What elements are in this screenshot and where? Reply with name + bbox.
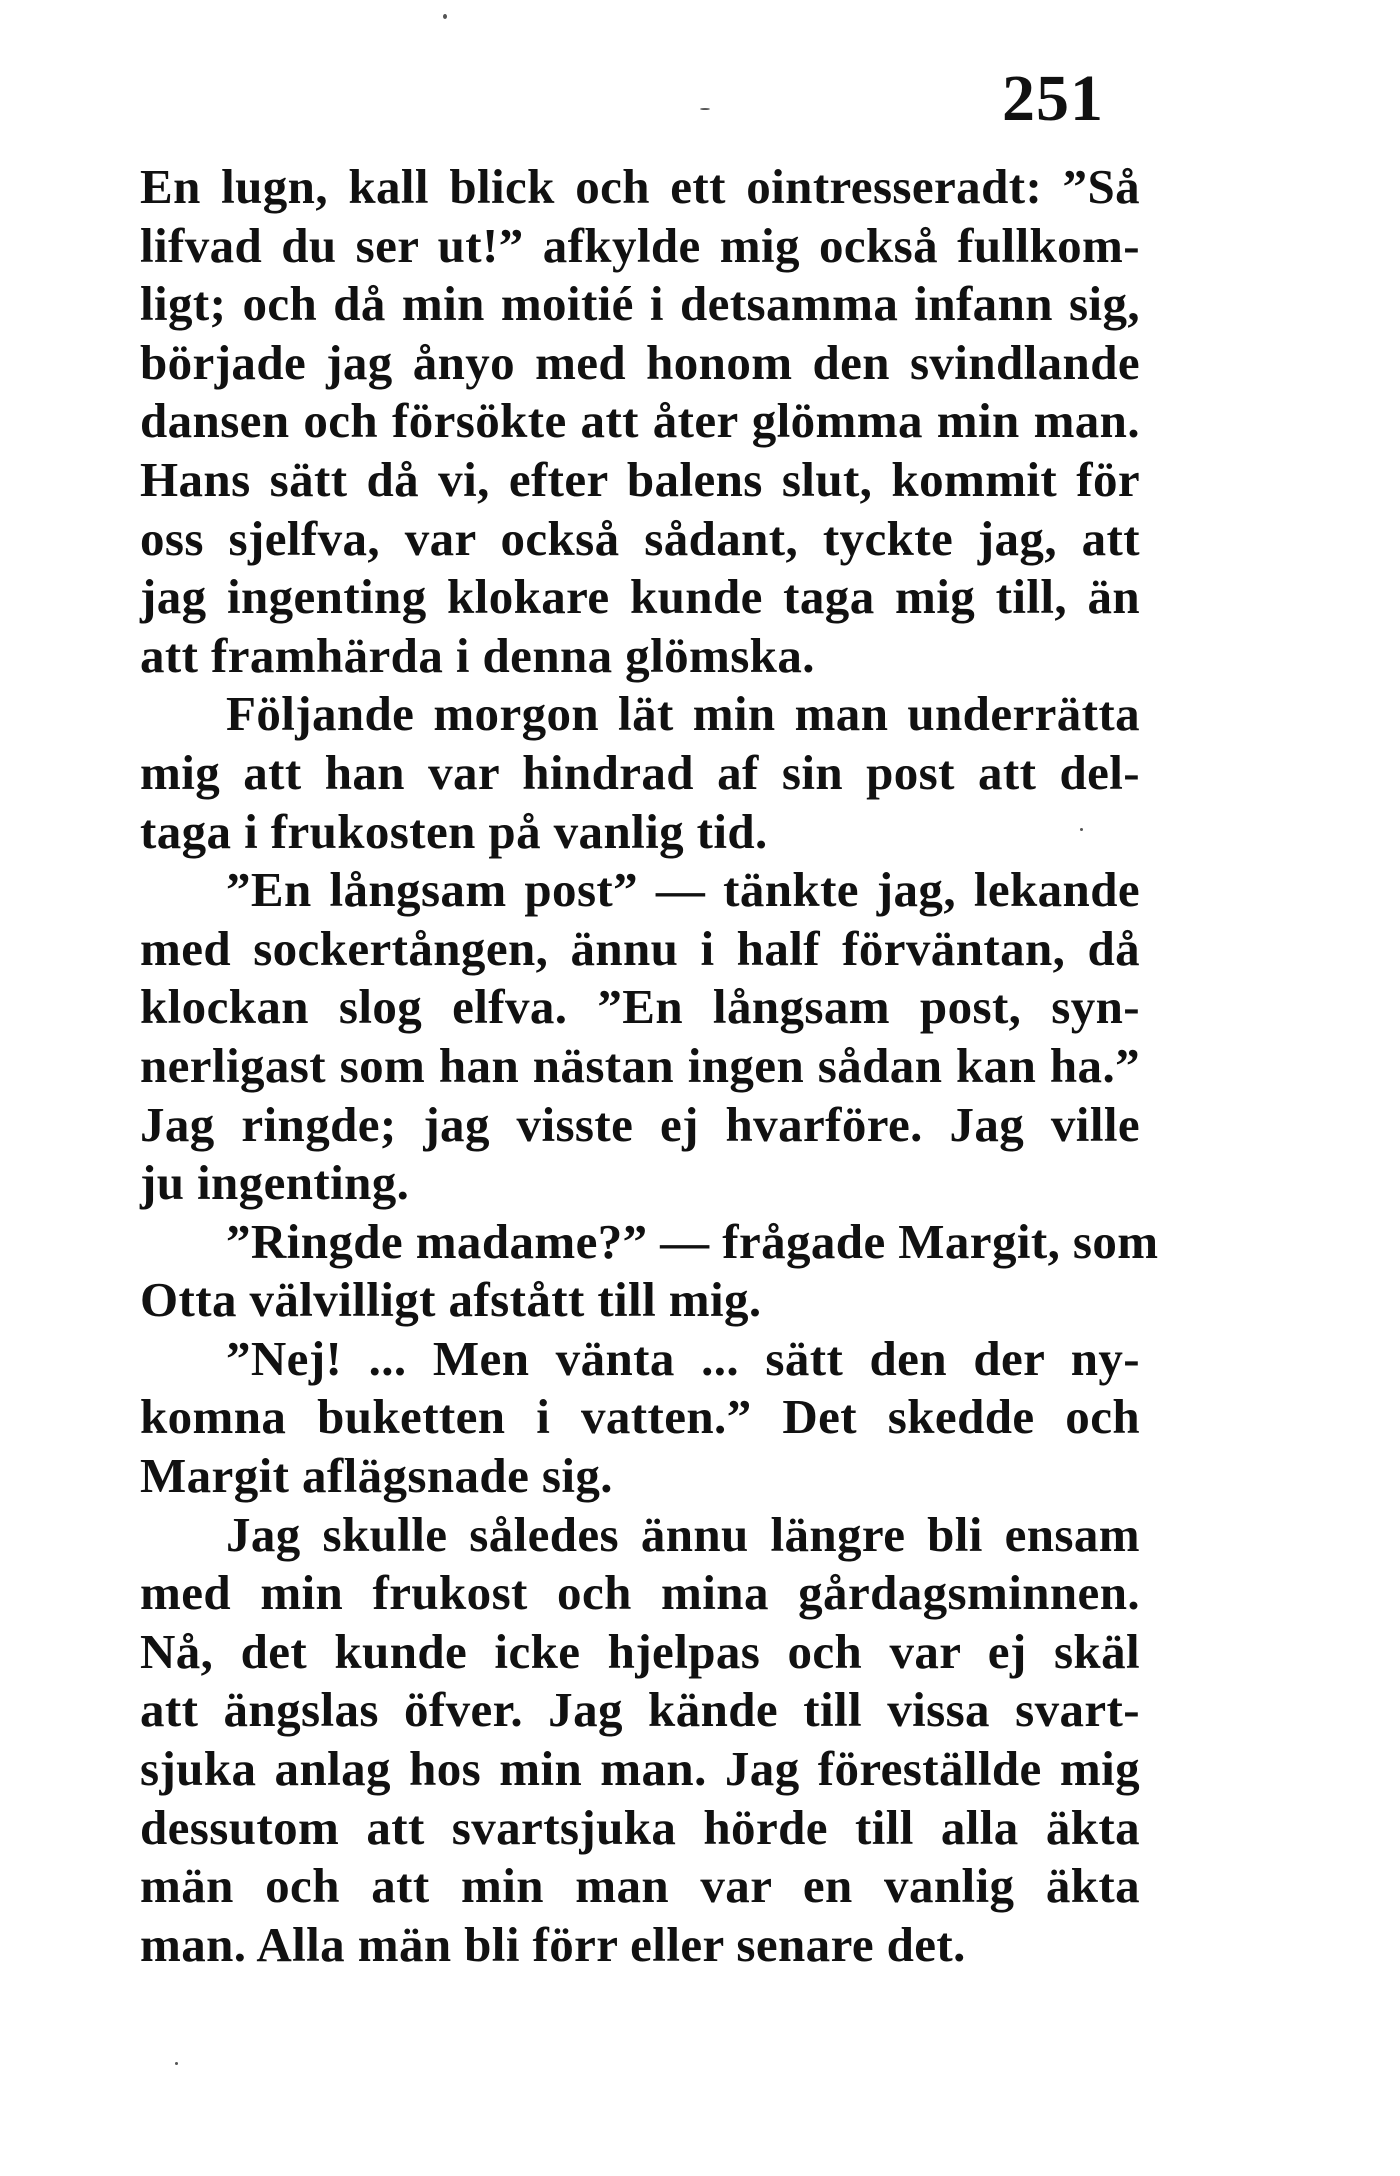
text-line: att ängslas öfver. Jag kände till vissa svart- — [140, 1682, 1140, 1738]
text-line: Följande morgon lät min man underrätta — [226, 686, 1140, 742]
paper-speck — [175, 2062, 178, 2065]
text-line: nerligast som han nästan ingen sådan kan ha.” — [140, 1037, 1140, 1093]
body-text — [140, 158, 1159, 1974]
text-line: Otta välvilligt afstått till mig. — [140, 1272, 762, 1328]
text-line: att framhärda i denna glömska. — [140, 627, 815, 683]
text-line: ligt; och då min moitié i detsamma infann sig, — [140, 276, 1140, 332]
paper-speck — [700, 108, 710, 110]
text-line: med sockertången, ännu i half förväntan, då — [140, 920, 1140, 976]
text-line: ”Nej! ... Men vänta ... sätt den der ny- — [226, 1330, 1140, 1386]
text-line: mig att han var hindrad af sin post att del- — [140, 744, 1140, 800]
page-number: 251 — [1002, 62, 1104, 135]
text-line: sjuka anlag hos min man. Jag föreställde mig — [140, 1741, 1140, 1797]
text-line: ju ingenting. — [140, 1155, 410, 1211]
text-line: dessutom att svartsjuka hörde till alla äkta — [140, 1799, 1140, 1855]
text-line: började jag ånyo med honom den svindlande — [140, 334, 1140, 390]
text-line: ”En långsam post” — tänkte jag, lekande — [226, 862, 1140, 918]
text-line: En lugn, kall blick och ett ointresseradt: ”Så — [140, 159, 1140, 214]
text-line: ”Ringde madame?” — frågade Margit, som — [226, 1213, 1159, 1269]
text-line: Nå, det kunde icke hjelpas och var ej skäl — [140, 1623, 1140, 1679]
text-line: med min frukost och mina gårdagsminnen. — [140, 1565, 1140, 1621]
text-line: Hans sätt då vi, efter balens slut, kommit för — [140, 451, 1140, 507]
paper-speck — [1080, 828, 1083, 831]
text-line: man. Alla män bli förr eller senare det. — [140, 1916, 966, 1972]
text-line: Jag ringde; jag visste ej hvarföre. Jag ville — [140, 1096, 1140, 1152]
text-line: män och att min man var en vanlig äkta — [140, 1858, 1140, 1914]
text-line: taga i frukosten på vanlig tid. — [140, 803, 768, 859]
text-line: Jag skulle således ännu längre bli ensam — [226, 1506, 1140, 1562]
text-line: klockan slog elfva. ”En långsam post, syn- — [140, 979, 1140, 1035]
text-line: oss sjelfva, var också sådant, tyckte jag, att — [140, 510, 1140, 566]
text-line: dansen och försökte att åter glömma min man. — [140, 393, 1140, 449]
paper-speck — [443, 14, 447, 19]
text-line: komna buketten i vatten.” Det skedde och — [140, 1389, 1140, 1445]
text-line: Margit aflägsnade sig. — [140, 1448, 613, 1504]
text-line: lifvad du ser ut!” afkylde mig också fullkom- — [140, 217, 1140, 273]
text-line: jag ingenting klokare kunde taga mig till, än — [140, 569, 1140, 625]
